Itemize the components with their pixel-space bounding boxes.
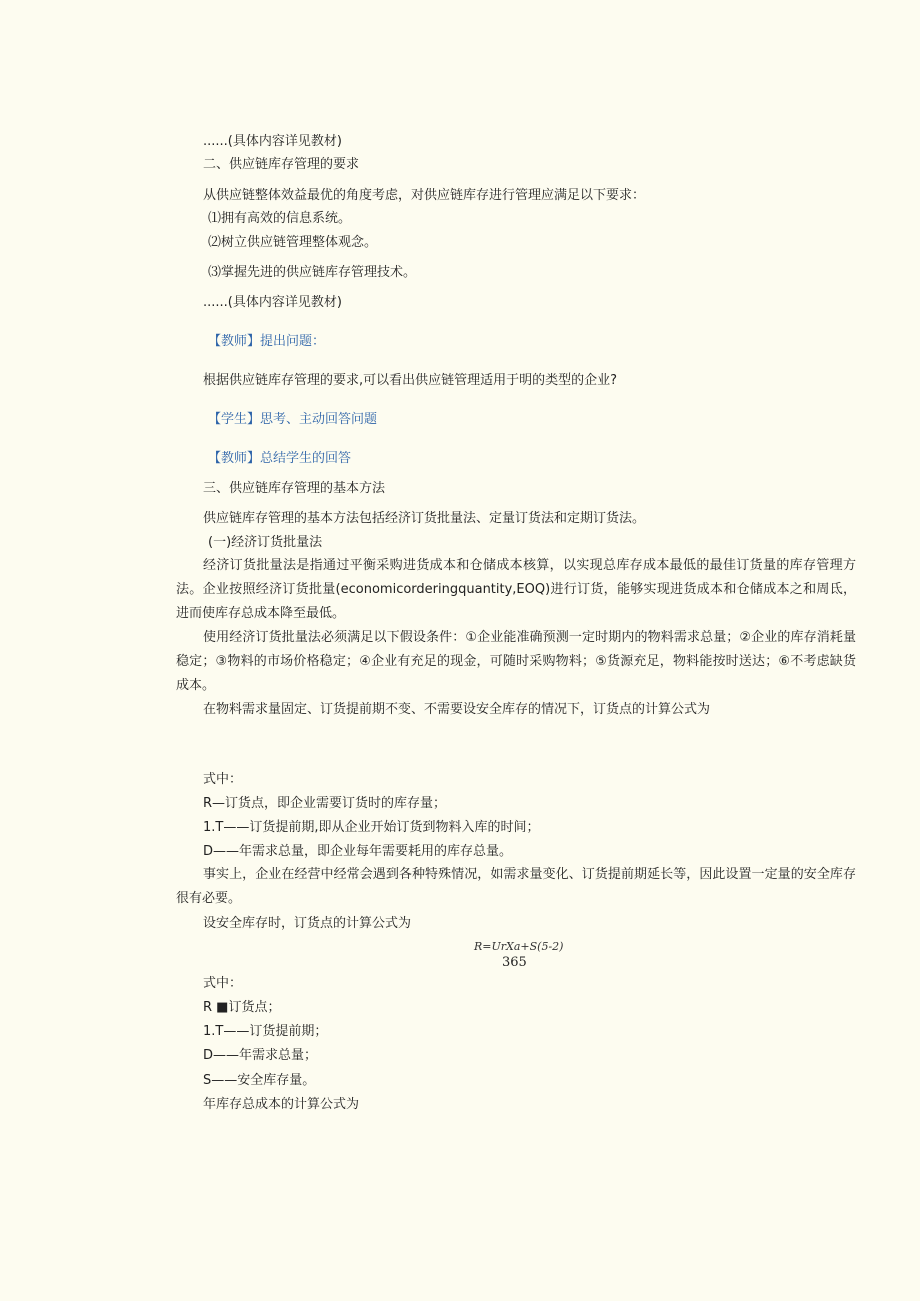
student-label: 【学生】思考、主动回答问题 (208, 412, 378, 427)
question-text: 根据供应链库存管理的要求,可以看出供应链管理适用于明的类型的企业? (203, 373, 618, 388)
text-line-safety-formula-intro: 设安全库存时，订货点的计算公式为 (203, 916, 412, 931)
where-label-2: 式中： (203, 976, 243, 991)
paragraph-eoq-assumptions: 使用经济订货批量法必须满足以下假设条件：①企业能准确预测一定时期内的物料需求总量；②企业的库存消耗量稳定；③物料的市场价格稳定；④企业有充足的现金，可随时采购物料；⑤货源充足，物料能按时送达；⑥不考虑缺货成本。 (176, 630, 856, 693)
paragraph-eoq-definition: 经济订货批量法是指通过平衡采购进货成本和仓储成本核算，以实现总库存成本最低的最佳订货量的库存管理方法。企业按照经济订货批量(economicorderingquantity,EOQ)进行订货，能够实现进货成本和仓储成本之和周氐，进而使库存总成本降至最低。 (176, 558, 856, 621)
definition-r-2: R ■订货点； (203, 1000, 281, 1015)
definition-lt-2: 1.T——订货提前期； (203, 1024, 328, 1039)
text-line-more-details-2: ......(具体内容详见教材) (203, 295, 342, 310)
formula-numerator: R=UrXa+S(5-2) (474, 940, 564, 953)
definition-r: R—订货点，即企业需要订货时的库存量； (203, 796, 447, 811)
definition-s: S——安全库存量。 (203, 1073, 316, 1088)
definition-lt: 1.T——订货提前期,即从企业开始订货到物料入库的时间； (203, 820, 540, 835)
text-line-intro: 从供应链整体效益最优的角度考虑，对供应链库存进行管理应满足以下要求： (203, 188, 646, 203)
definition-d-2: D——年需求总量； (203, 1048, 318, 1063)
text-line-formula-intro: 在物料需求量固定、订货提前期不变、不需要设安全库存的情况下，订货点的计算公式为 (203, 702, 711, 717)
list-item-3: ⑶掌握先进的供应链库存管理技术。 (208, 265, 417, 280)
text-line-methods-summary: 供应链库存管理的基本方法包括经济订货批量法、定量订货法和定期订货法。 (203, 511, 646, 526)
text-line-total-cost-intro: 年库存总成本的计算公式为 (203, 1097, 360, 1112)
list-item-2: ⑵树立供应链管理整体观念。 (208, 235, 378, 250)
teacher-question-label: 【教师】提出问题： (208, 334, 326, 349)
subsection-heading-eoq: (一)经济订货批量法 (208, 535, 323, 550)
section-heading-methods: 三、供应链库存管理的基本方法 (203, 481, 386, 496)
formula-denominator: 365 (502, 955, 527, 970)
definition-d: D——年需求总量，即企业每年需要耗用的库存总量。 (203, 844, 513, 859)
section-heading-requirements: 二、供应链库存管理的要求 (203, 157, 360, 172)
where-label: 式中： (203, 772, 243, 787)
list-item-1: ⑴拥有高效的信息系统。 (208, 211, 352, 226)
paragraph-safety-stock: 事实上，企业在经营中经常会遇到各种特殊情况，如需求量变化、订货提前期延长等，因此设置一定量的安全库存很有必要。 (176, 867, 856, 906)
teacher-summary-label: 【教师】总结学生的回答 (208, 451, 352, 466)
text-line-more-details: ......(具体内容详见教材) (203, 134, 342, 149)
